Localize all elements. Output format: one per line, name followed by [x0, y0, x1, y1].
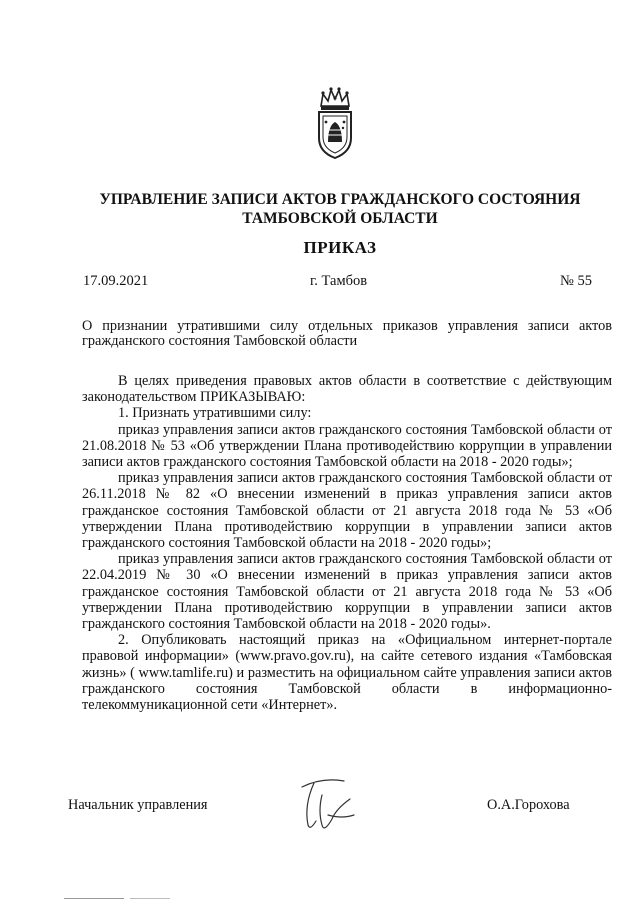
- document-type: ПРИКАЗ: [303, 238, 377, 257]
- footer-divider-2: [130, 898, 170, 899]
- coat-of-arms-icon: [313, 86, 357, 162]
- signatory-name: О.А.Горохова: [487, 797, 570, 813]
- signatory-position: Начальник управления: [68, 797, 208, 813]
- body-paragraph-item-2: 2. Опубликовать настоящий приказ на «Официальном интернет-портале правовой информации» (www.pravo.gov.ru), на сайте сетевого издания «Тамбовская жизнь» ( www.tamlife.ru) и разместить на официальном сайте управления записи актов гражданского состояния Тамбовской области в информационно-телекоммуникационной сети «Интернет».: [82, 632, 612, 714]
- body-paragraph-preamble: В целях приведения правовых актов области в соответствие с действующим законодательством ПРИКАЗЫВАЮ:: [82, 373, 612, 406]
- org-title-line-2: ТАМБОВСКОЙ ОБЛАСТИ: [242, 210, 438, 227]
- org-title-line-1: УПРАВЛЕНИЕ ЗАПИСИ АКТОВ ГРАЖДАНСКОГО СОСТОЯНИЯ: [99, 191, 581, 208]
- body-paragraph-order-3: приказ управления записи актов гражданского состояния Тамбовской области от 22.04.2019 № 30 «О внесении изменений в приказ управления записи актов гражданское состояния Тамбовской области от 21 августа 2018 года № 53 «Об утверждении Плана противодействию коррупции в управлении записи актов гражданского состояния Тамбовской области на 2018 - 2020 годы».: [82, 551, 612, 633]
- document-city: г. Тамбов: [310, 273, 368, 289]
- footer-divider: [64, 898, 124, 899]
- document-body: [82, 373, 612, 713]
- body-paragraph-order-1: приказ управления записи актов гражданского состояния Тамбовской области от 21.08.2018 № 53 «Об утверждении Плана противодействию коррупции в управлении записи актов гражданского состояния Тамбовской области на 2018 - 2020 годы»;: [82, 421, 612, 471]
- document-number: № 55: [560, 273, 592, 289]
- document-date: 17.09.2021: [83, 273, 149, 289]
- body-paragraph-item-1: 1. Признать утратившими силу:: [118, 405, 312, 422]
- body-paragraph-order-2: приказ управления записи актов гражданского состояния Тамбовской области от 26.11.2018 № 82 «О внесении изменений в приказ управления записи актов гражданское состояния Тамбовской области от 21 августа 2018 года № 53 «Об утверждении Плана противодействию коррупции в управлении записи актов гражданского состояния Тамбовской области на 2018 - 2020 годы»;: [82, 470, 612, 552]
- handwritten-signature-icon: [292, 775, 362, 837]
- organization-title: [60, 190, 620, 228]
- document-subject: О признании утратившими силу отдельных приказов управления записи актов гражданского состояния Тамбовской области: [82, 318, 612, 349]
